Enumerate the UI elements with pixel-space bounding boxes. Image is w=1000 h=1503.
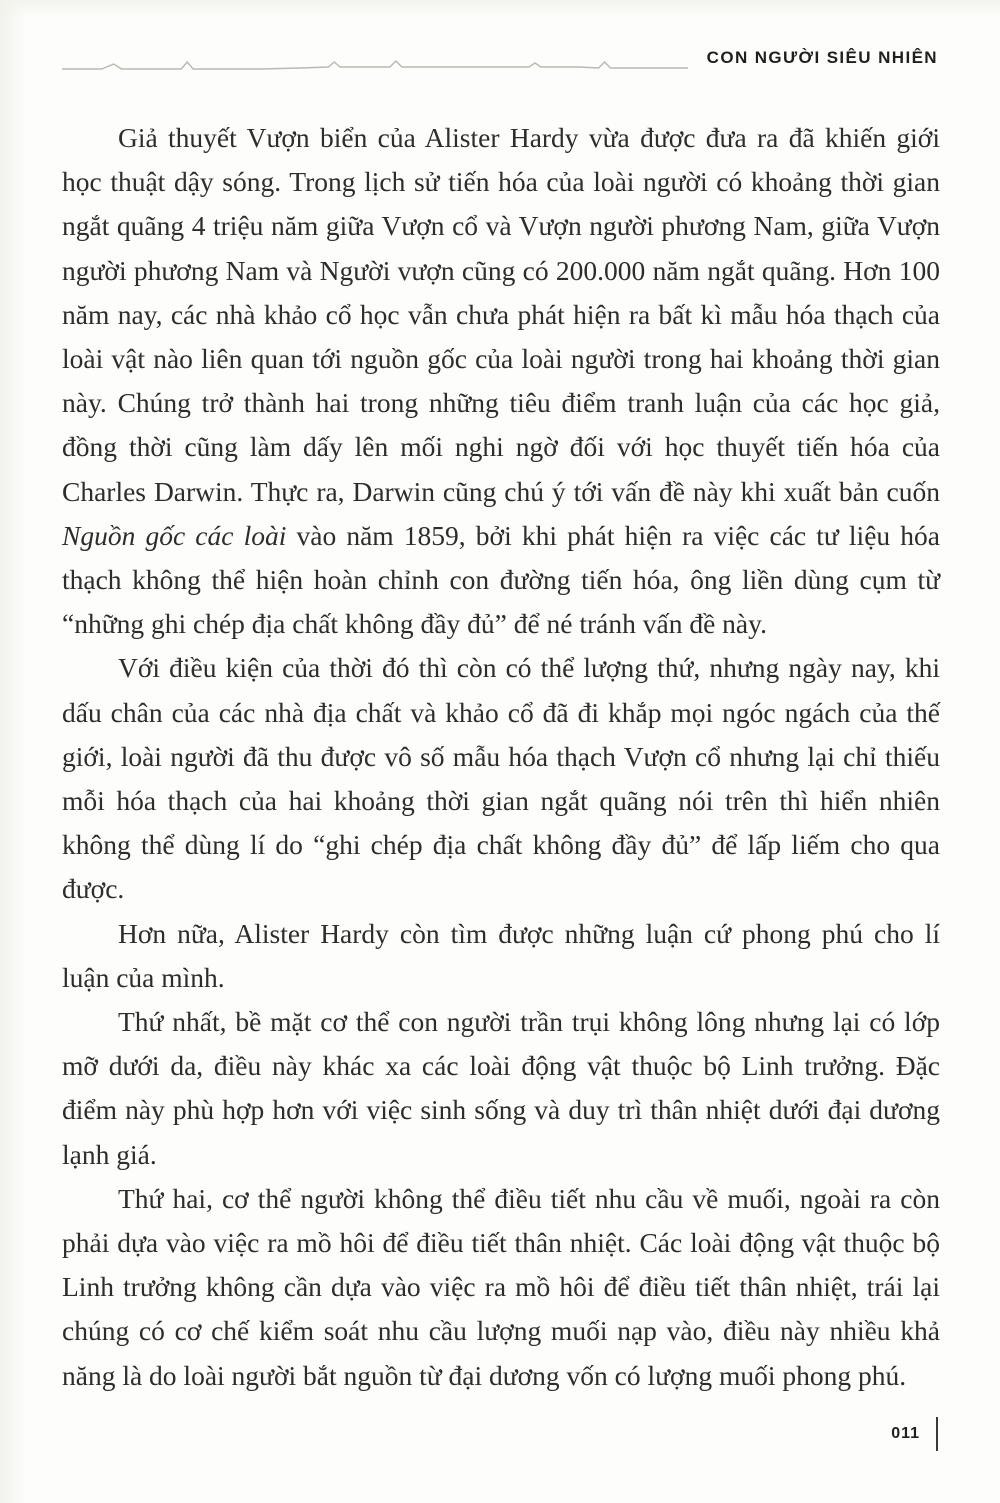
paragraph: Thứ nhất, bề mặt cơ thể con người trần trụi không lông nhưng lại có lớp mỡ dưới da, điều này khác xa các loài động vật thuộc bộ Linh trưởng. Đặc điểm này phù hợp hơn với việc sinh sống và duy trì thân nhiệt dưới đại dương lạnh giá. [62, 1006, 940, 1170]
paragraph: Hơn nữa, Alister Hardy còn tìm được những luận cứ phong phú cho lí luận của mình. [62, 917, 940, 993]
page-footer [891, 1417, 938, 1451]
paragraph: Thứ hai, cơ thể người không thể điều tiết nhu cầu về muối, ngoài ra còn phải dựa vào việc ra mồ hôi để điều tiết thân nhiệt. Các loài động vật thuộc bộ Linh trưởng không cần dựa vào việc ra mồ hôi để điều tiết thân nhiệt, trái lại chúng có cơ chế kiểm soát nhu cầu lượng muối nạp vào, điều này nhiều khả năng là do loài người bắt nguồn từ đại dương vốn có lượng muối phong phú. [62, 1182, 940, 1391]
running-head-title: CON NGƯỜI SIÊU NHIÊN [706, 48, 938, 67]
paragraph: Giả thuyết Vượn biển của Alister Hardy vừa được đưa ra đã khiến giới học thuật dậy sóng. Trong lịch sử tiến hóa của loài người có khoảng thời gian ngắt quãng 4 triệu năm giữa Vượn cổ và Vượn người phương Nam, giữa Vượn người phương Nam và Người vượn cũng có 200.000 năm ngắt quãng. Hơn 100 năm nay, các nhà khảo cổ học vẫn chưa phát hiện ra bất kì mẫu hóa thạch của loài vật nào liên quan tới nguồn gốc của loài người trong hai khoảng thời gian này. Chúng trở thành hai trong những tiêu điểm tranh luận của các học giả, đồng thời cũng làm dấy lên mối nghi ngờ đối với học thuyết tiến hóa của Charles Darwin. Thực ra, Darwin cũng chú ý tới vấn đề này khi xuất bản cuốn Nguồn gốc các loài vào năm 1859, bởi khi phát hiện ra việc các tư liệu hóa thạch không thể hiện hoàn chỉnh con đường tiến hóa, ông liền dùng cụm từ “những ghi chép địa chất không đầy đủ” để né tránh vấn đề này. [62, 122, 940, 640]
wavy-line-ornament-icon [62, 58, 688, 76]
page-body-text [62, 116, 940, 1398]
paragraph: Với điều kiện của thời đó thì còn có thể lượng thứ, nhưng ngày nay, khi dấu chân của các nhà địa chất và khảo cổ đã đi khắp mọi ngóc ngách của thế giới, loài người đã thu được vô số mẫu hóa thạch Vượn cổ nhưng lại chỉ thiếu mỗi hóa thạch của hai khoảng thời gian ngắt quãng nói trên thì hiển nhiên không thể dùng lí do “ghi chép địa chất không đầy đủ” để lấp liếm cho qua được. [62, 652, 940, 905]
footer-rule [936, 1417, 938, 1451]
page-number: 011 [891, 1425, 920, 1442]
italic-book-title: Nguồn gốc các loài [62, 519, 287, 551]
page-left-shading [0, 0, 26, 1503]
page-top-shading [0, 0, 1000, 18]
page-header [62, 30, 938, 76]
